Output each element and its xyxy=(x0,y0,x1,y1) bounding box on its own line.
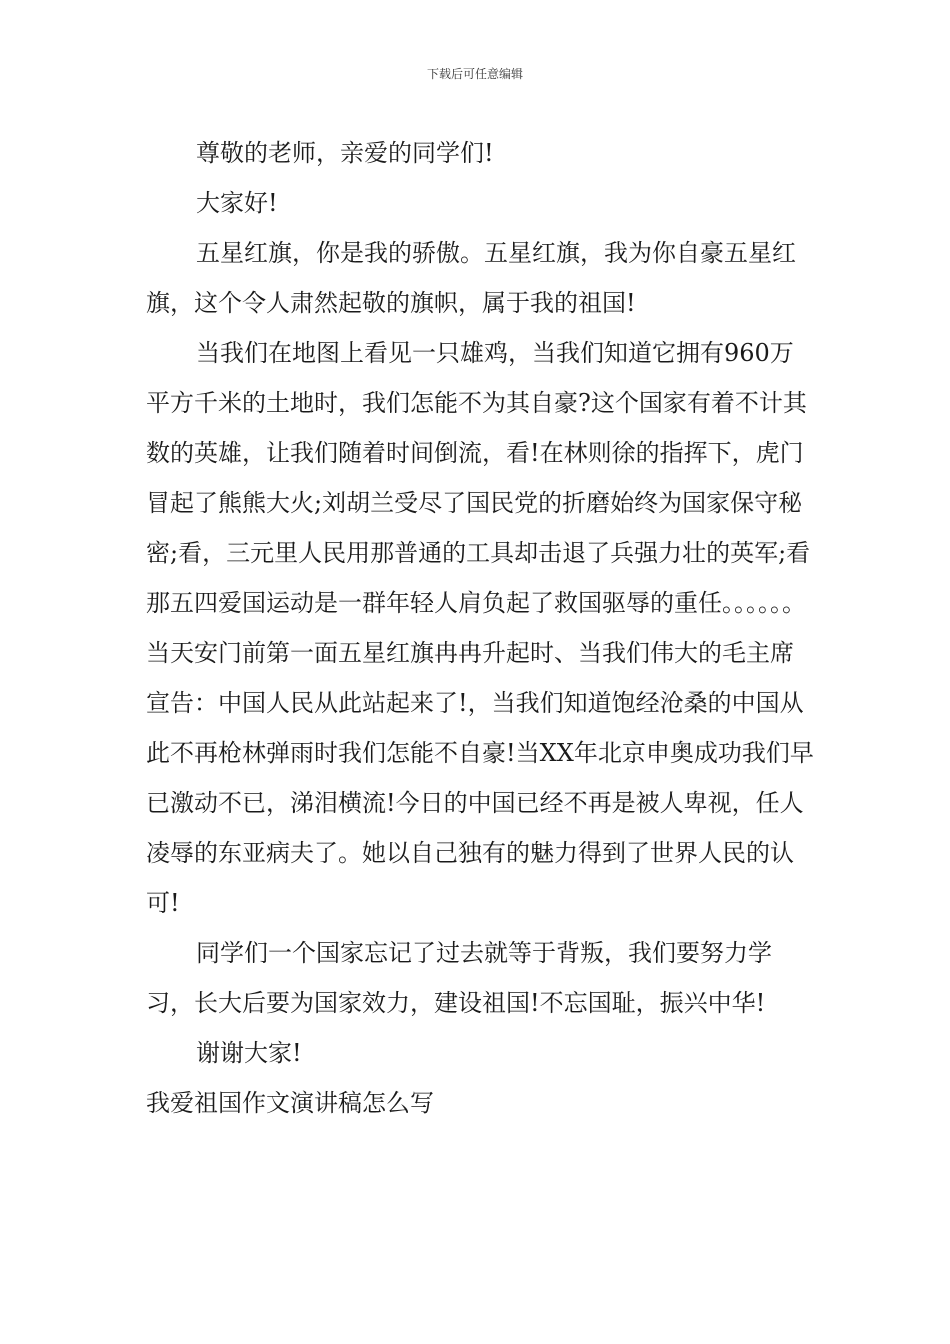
next-article-title: 我爱祖国作文演讲稿怎么写 xyxy=(146,1089,434,1117)
closing-paragraph: 谢谢大家! xyxy=(196,1039,302,1067)
document-body xyxy=(146,128,816,1128)
page-header-note: 下载后可任意编辑 xyxy=(426,67,523,81)
body-paragraph: 同学们一个国家忘记了过去就等于背叛，我们要努力学习，长大后要为国家效力，建设祖国!不忘国耻，振兴中华! xyxy=(146,939,772,1017)
body-paragraph: 当我们在地图上看见一只雄鸡，当我们知道它拥有960万平方千米的土地时，我们怎能不为其自豪?这个国家有着不计其数的英雄，让我们随着时间倒流，看!在林则徐的指挥下，虎门冒起了熊熊大火;刘胡兰受尽了国民党的折磨始终为国家保守秘密;看，三元里人民用那普通的工具却击退了兵强力壮的英军;看那五四爱国运动是一群年轻人肩负起了救国驱辱的重任。。。。。。当天安门前第一面五星红旗冉冉升起时、当我们伟大的毛主席宣告：中国人民从此站起来了!，当我们知道饱经沧桑的中国从此不再枪林弹雨时我们怎能不自豪!当XX年北京申奥成功我们早已激动不已，涕泪横流!今日的中国已经不再是被人卑视，任人凌辱的东亚病夫了。她以自己独有的魅力得到了世界人民的认可! xyxy=(146,339,814,917)
body-paragraph: 五星红旗，你是我的骄傲。五星红旗，我为你自豪五星红旗，这个令人肃然起敬的旗帜，属于我的祖国! xyxy=(146,239,796,317)
greeting-paragraph: 大家好! xyxy=(196,189,278,217)
salutation-paragraph: 尊敬的老师，亲爱的同学们! xyxy=(196,139,494,167)
